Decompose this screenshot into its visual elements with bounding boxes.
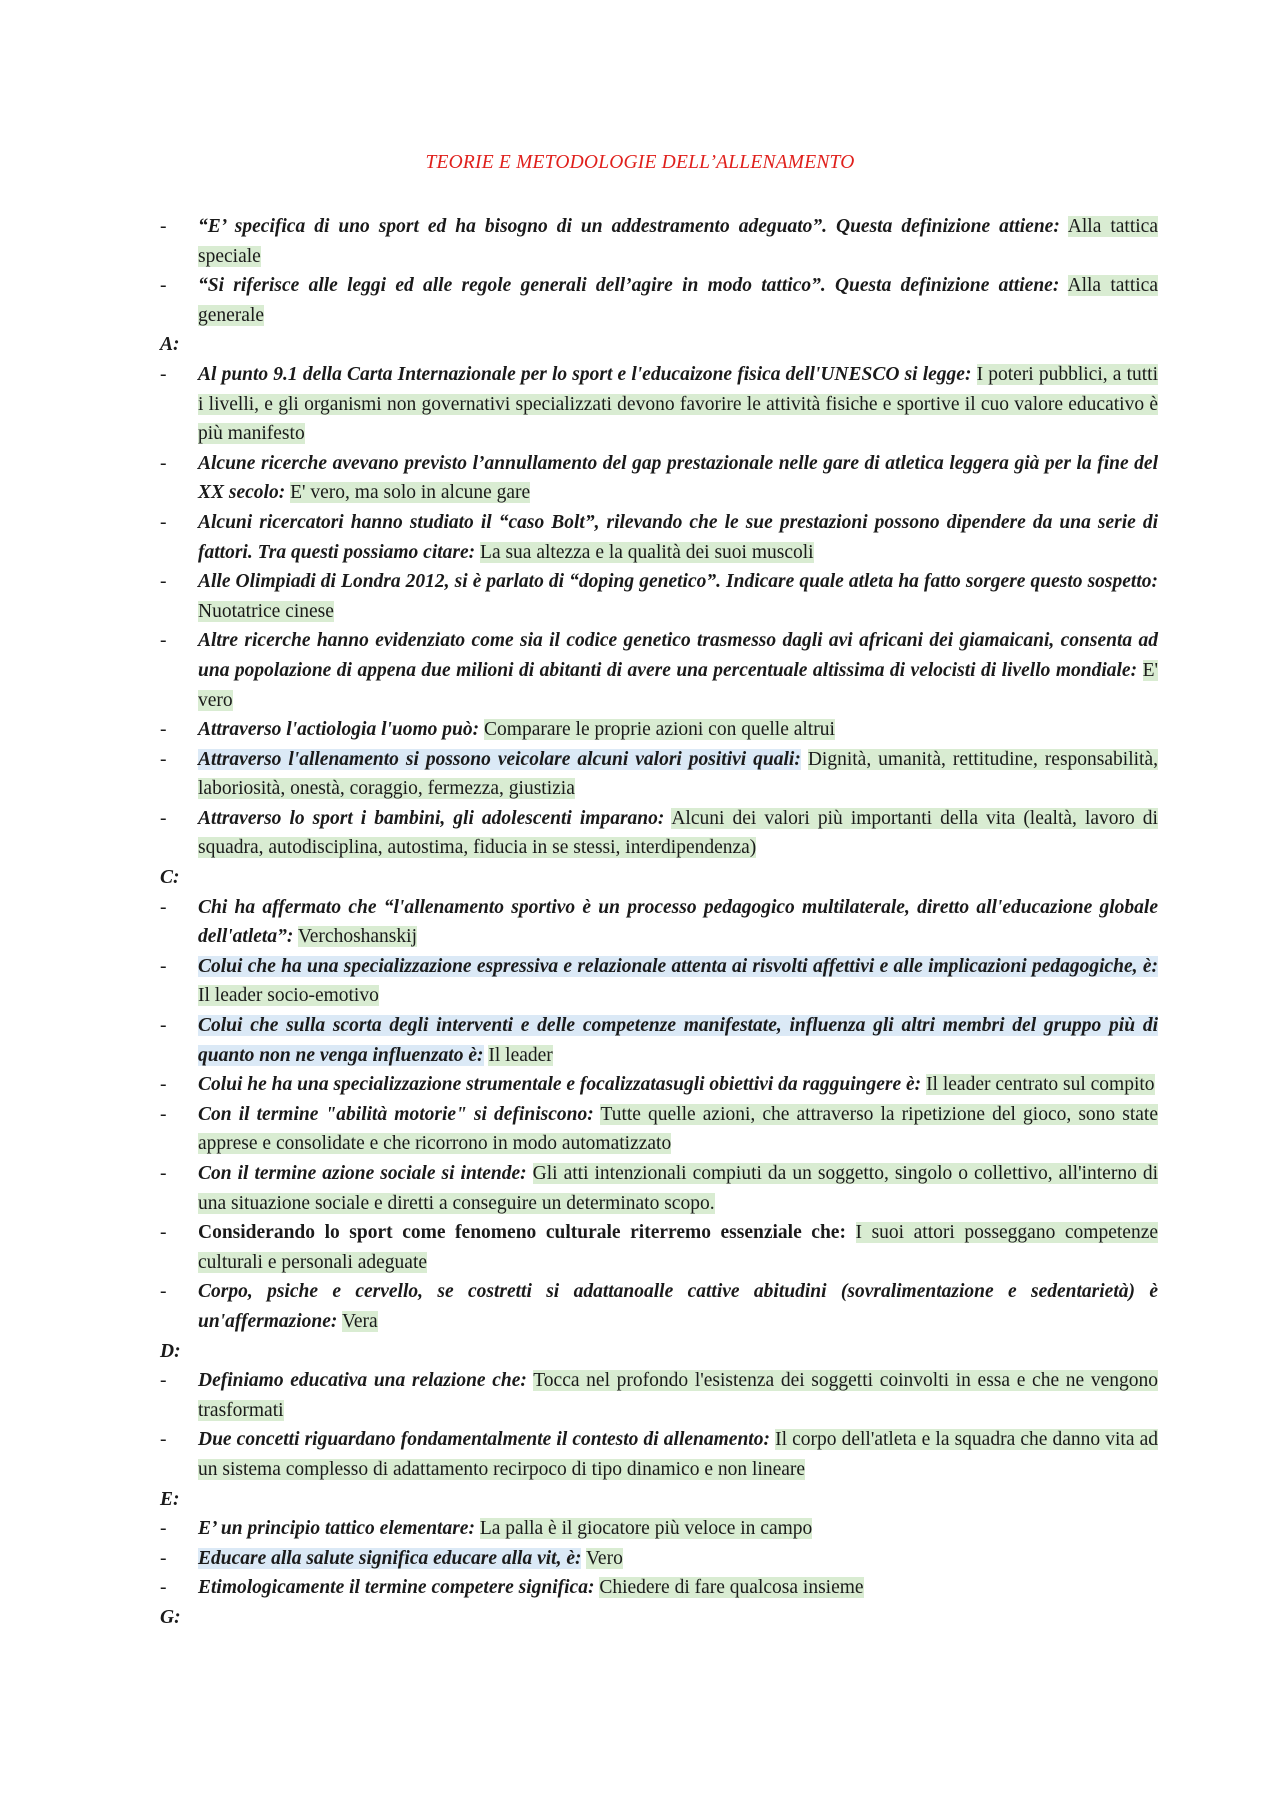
- list-dash: -: [160, 1103, 167, 1125]
- question-text: Definiamo educativa una relazione che:: [198, 1370, 527, 1392]
- qa-item: [160, 952, 1158, 1011]
- answer-text: Il leader socio-emotivo: [198, 985, 379, 1007]
- qa-item: [160, 893, 1158, 952]
- qa-list: [160, 212, 1158, 1633]
- qa-item: [160, 1070, 1158, 1100]
- answer-text: Dignità, umanità, rettitudine, responsabilità, laboriosità, onestà, coraggio, fermezza, giustizia: [198, 748, 1158, 800]
- answer-text: Vero: [586, 1547, 623, 1569]
- answer-text: Chiedere di fare qualcosa insieme: [599, 1577, 864, 1599]
- list-dash: -: [160, 1163, 167, 1184]
- section-letter: E:: [160, 1488, 180, 1510]
- qa-item: [160, 1514, 1158, 1544]
- qa-item: [160, 745, 1158, 804]
- section-letter: G:: [160, 1606, 181, 1628]
- list-dash: -: [160, 896, 167, 918]
- answer-text: Alla tattica speciale: [198, 216, 1158, 267]
- qa-item: [160, 212, 1158, 271]
- list-dash: -: [160, 511, 167, 533]
- question-text: Con il termine "abilità motorie" si definiscono:: [198, 1103, 594, 1125]
- question-text: Due concetti riguardano fondamentalmente il contesto di allenamento:: [198, 1429, 770, 1451]
- list-dash: -: [160, 1370, 167, 1392]
- list-dash: -: [160, 807, 167, 829]
- list-dash: -: [160, 1015, 167, 1037]
- question-text: Alcuni ricercatori hanno studiato il “caso Bolt”, rilevando che le sue prestazioni possono dipendere da una serie di fattori. Tra questi possiamo citare:: [198, 511, 1158, 563]
- question-text: Colui che ha una specializzazione espressiva e relazionale attenta ai risvolti affettivi e alle implicazioni pedagogiche, è:: [198, 955, 1158, 977]
- question-text: E’ un principio tattico elementare:: [198, 1518, 475, 1540]
- qa-item: [160, 1366, 1158, 1425]
- qa-item: [160, 715, 1158, 745]
- answer-text: La sua altezza e la qualità dei suoi muscoli: [480, 541, 814, 563]
- question-text: Con il termine azione sociale si intende:: [198, 1163, 527, 1184]
- qa-item: [160, 567, 1158, 626]
- section-letter: C:: [160, 867, 180, 889]
- answer-text: E' vero: [198, 659, 1159, 711]
- qa-item: [160, 1425, 1158, 1484]
- answer-text: Tutte quelle azioni, che attraverso la ripetizione del gioco, sono state apprese e consolidate e che ricorrono in modo automatizzato: [198, 1103, 1158, 1155]
- question-text: Al punto 9.1 della Carta Internazionale per lo sport e l'educaizone fisica dell'UNESCO si legge:: [198, 363, 972, 385]
- qa-item: [160, 271, 1158, 330]
- answer-text: Vera: [341, 1310, 378, 1332]
- question-text: Educare alla salute significa educare alla vit, è:: [198, 1547, 582, 1569]
- list-dash: -: [160, 630, 167, 652]
- list-dash: -: [160, 1577, 167, 1599]
- list-dash: -: [160, 955, 167, 977]
- section-letter: D:: [160, 1340, 181, 1362]
- question-text: Corpo, psiche e cervello, se costretti si adattanoalle cattive abitudini (sovralimentazione e sedentarietà) è un'affermazione:: [198, 1281, 1158, 1332]
- list-dash: -: [160, 452, 167, 474]
- answer-text: Nuotatrice cinese: [198, 600, 334, 622]
- list-dash: -: [160, 748, 167, 770]
- qa-item: [160, 508, 1158, 567]
- answer-text: Il leader centrato sul compito: [926, 1074, 1155, 1096]
- answer-text: Alla tattica generale: [198, 275, 1158, 326]
- answer-text: Tocca nel profondo l'esistenza dei soggetti coinvolti in essa e che ne vengono trasformati: [198, 1370, 1159, 1421]
- answer-text: Verchoshanskij: [297, 926, 417, 948]
- answer-text: Il leader: [488, 1044, 553, 1066]
- question-text: Colui che sulla scorta degli interventi e delle competenze manifestate, influenza gli altri membri del gruppo più di quanto non ne venga influenzato è:: [198, 1015, 1158, 1066]
- answer-text: La palla è il giocatore più veloce in campo: [479, 1518, 813, 1540]
- list-dash: -: [160, 1281, 167, 1303]
- list-dash: -: [160, 363, 167, 385]
- answer-text: Comparare le proprie azioni con quelle altrui: [484, 719, 835, 741]
- question-text: Alle Olimpiadi di Londra 2012, si è parlato di “doping genetico”. Indicare quale atleta ha fatto sorgere questo sospetto:: [198, 571, 1158, 593]
- question-text: Chi ha affermato che “l'allenamento sportivo è un processo pedagogico multilaterale, diretto all'educazione globale dell'atleta”:: [198, 896, 1158, 948]
- qa-item: [160, 1544, 1158, 1574]
- document-title: TEORIE E METODOLOGIE DELL’ALLENAMENTO: [425, 152, 855, 173]
- answer-text: Gli atti intenzionali compiuti da un soggetto, singolo o collettivo, all'interno di una situazione sociale e diretti a conseguire un determinato scopo.: [198, 1163, 1159, 1214]
- qa-item: [160, 1159, 1158, 1218]
- list-dash: -: [160, 1222, 167, 1244]
- qa-item: [160, 1573, 1158, 1603]
- qa-item: [160, 449, 1158, 508]
- list-dash: -: [160, 1547, 167, 1569]
- qa-item: [160, 1277, 1158, 1336]
- list-dash: -: [160, 216, 167, 237]
- question-text: Altre ricerche hanno evidenziato come sia il codice genetico trasmesso dagli avi africani dei giamaicani, consenta ad una popolazione di appena due milioni di abitanti di avere una percentuale altissima di velocisti di livello mondiale:: [198, 630, 1158, 681]
- qa-item: [160, 1100, 1158, 1159]
- qa-item: [160, 626, 1158, 715]
- list-dash: -: [160, 1429, 167, 1451]
- question-text: Attraverso l'actiologia l'uomo può:: [198, 719, 480, 741]
- question-text: “Si riferisce alle leggi ed alle regole generali dell’agire in modo tattico”. Questa definizione attiene:: [198, 275, 1060, 297]
- qa-item: [160, 1218, 1158, 1277]
- list-dash: -: [160, 571, 167, 593]
- answer-text: Il corpo dell'atleta e la squadra che danno vita ad un sistema complesso di adattamento recirpoco di tipo dinamico e non lineare: [198, 1429, 1159, 1480]
- list-dash: -: [160, 1074, 167, 1096]
- question-text: Alcune ricerche avevano previsto l’annullamento del gap prestazionale nelle gare di atletica leggera già per la fine del XX secolo:: [198, 452, 1158, 504]
- answer-text: Alcuni dei valori più importanti della vita (lealtà, lavoro di squadra, autodisciplina, autostima, fiducia in se stessi, interdipendenza): [198, 807, 1158, 859]
- qa-item: [160, 804, 1158, 863]
- list-dash: -: [160, 1518, 167, 1540]
- answer-text: I suoi attori posseggano competenze culturali e personali adeguate: [198, 1222, 1159, 1273]
- qa-item: [160, 1011, 1158, 1070]
- question-text: Colui he ha una specializzazione strumentale e focalizzatasugli obiettivi da ragguingere è:: [198, 1074, 922, 1096]
- question-text: Attraverso lo sport i bambini, gli adolescenti imparano:: [198, 807, 665, 829]
- question-text: Considerando lo sport come fenomeno culturale riterremo essenziale che:: [198, 1222, 846, 1244]
- question-text: “E’ specifica di uno sport ed ha bisogno di un addestramento adeguato”. Questa definizione attiene:: [198, 216, 1060, 237]
- list-dash: -: [160, 275, 167, 297]
- question-text: Etimologicamente il termine competere significa:: [198, 1577, 595, 1599]
- answer-text: E' vero, ma solo in alcune gare: [290, 482, 531, 504]
- list-dash: -: [160, 719, 167, 741]
- question-text: Attraverso l'allenamento si possono veicolare alcuni valori positivi quali:: [198, 748, 801, 770]
- section-letter: A:: [160, 334, 180, 356]
- qa-item: [160, 360, 1158, 449]
- answer-text: I poteri pubblici, a tutti i livelli, e gli organismi non governativi specializzati devono favorire le attività fisiche e sportive il cuo valore educativo è più manifesto: [198, 363, 1158, 445]
